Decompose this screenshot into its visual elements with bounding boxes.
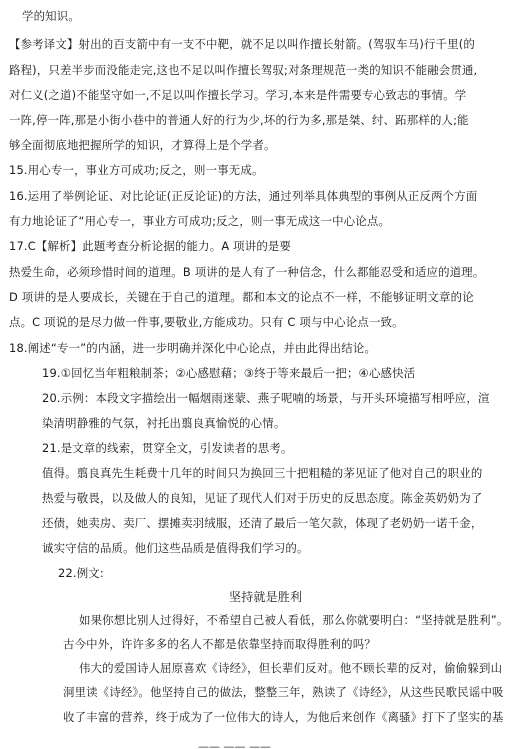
text-line: 诚实守信的品质。他们这些品质是值得我们学习的。 bbox=[42, 541, 309, 555]
answer-20: 20.示例：本段文字描绘出一幅烟雨迷蒙、燕子呢喃的场景，与开头环境描写相呼应，渲 bbox=[42, 391, 490, 405]
text-line: 【参考译文】射出的百支箭中有一支不中靶，就不足以叫作擅长射箭。(驾驭车马)行千里(的 bbox=[9, 37, 475, 51]
essay-paragraph: 伟大的爱国诗人屈原喜欢《诗经》，但长辈们反对。他不顾长辈的反对，偷偷躲到山 bbox=[79, 661, 503, 675]
page-footer-cut: —— —— —— bbox=[198, 740, 271, 749]
text-line: D 项讲的是人要成长，关键在于自己的道理。都和本文的论点不一样，不能够证明文章的论 bbox=[9, 290, 474, 304]
text-line: 值得。翦良真先生耗费十几年的时间只为换回三十把粗糙的茅见证了他对自己的职业的 bbox=[42, 466, 483, 480]
answer-19: 19.①回忆当年粗粮制茶；②心感慰藉；③终于等来最后一把；④心感快活 bbox=[42, 366, 416, 380]
text-line: 热爱与敬畏，以及做人的良知，见证了现代人们对于历史的反思态度。陈金英奶奶为了 bbox=[42, 491, 483, 505]
text-line: 还债，她卖房、卖厂、摆摊卖羽绒服，还清了最后一笔欠款，体现了老奶奶一诺千金， bbox=[42, 516, 483, 530]
essay-title: 坚持就是胜利 bbox=[229, 590, 303, 604]
answer-18: 18.阐述“专一”的内涵，进一步明确并深化中心论点，并由此得出结论。 bbox=[9, 341, 377, 355]
text-line: 一阵,停一阵,那是小街小巷中的普通人好的行为少,坏的行为多,那是桀、纣、跖那样的人;能 bbox=[9, 113, 469, 127]
text-line: 对仁义(之道)不能坚守如一,不足以叫作擅长学习。学习,本来是件需要专心致志的事情。学 bbox=[9, 88, 467, 102]
text-line: 收了丰富的营养，终于成为了一位伟大的诗人，为他后来创作《离骚》打下了坚实的基 bbox=[63, 710, 504, 724]
text-line: 够全面彻底地把握所学的知识，才算得上是个学者。 bbox=[9, 138, 276, 152]
text-line: 学的知识。 bbox=[22, 9, 80, 23]
text-line: 洞里读《诗经》。他坚持自己的做法，整整三年，熟读了《诗经》，从这些民歌民谣中吸 bbox=[63, 685, 504, 699]
text-line: 点。C 项说的是尽力做一件事,要敬业,方能成功。只有 C 项与中心论点一致。 bbox=[9, 315, 404, 329]
answer-22: 22.例文: bbox=[58, 566, 104, 580]
answer-21: 21.是文章的线索，贯穿全文，引发读者的思考。 bbox=[42, 441, 293, 455]
answer-16: 16.运用了举例论证、对比论证(正反论证)的方法，通过列举具体典型的事例从正反两个方面 bbox=[9, 189, 478, 203]
answer-15: 15.用心专一，事业方可成功;反之，则一事无成。 bbox=[9, 163, 264, 177]
essay-paragraph: 如果你想比别人过得好，不希望自己被人看低，那么你就要明白：“坚持就是胜利”。 bbox=[79, 613, 509, 627]
text-line: 路程)，只差半步而没能走完,这也不足以叫作擅长驾驭;对条理规范一类的知识不能融会贯通, bbox=[9, 63, 478, 77]
text-line: 热爱生命，必须珍惜时间的道理。B 项讲的是人有了一种信念，什么都能忍受和适应的道理。 bbox=[9, 265, 485, 279]
essay-paragraph: 古今中外，许许多多的名人不都是依靠坚持而取得胜利的吗？ bbox=[63, 637, 376, 651]
text-line: 有力地论证了“用心专一，事业方可成功;反之，则一事无成这一中心论点。 bbox=[9, 214, 391, 228]
answer-17: 17.C【解析】此题考查分析论据的能力。A 项讲的是要 bbox=[9, 239, 292, 253]
text-line: 染清明静雅的气氛，衬托出翦良真愉悦的心情。 bbox=[42, 416, 286, 430]
